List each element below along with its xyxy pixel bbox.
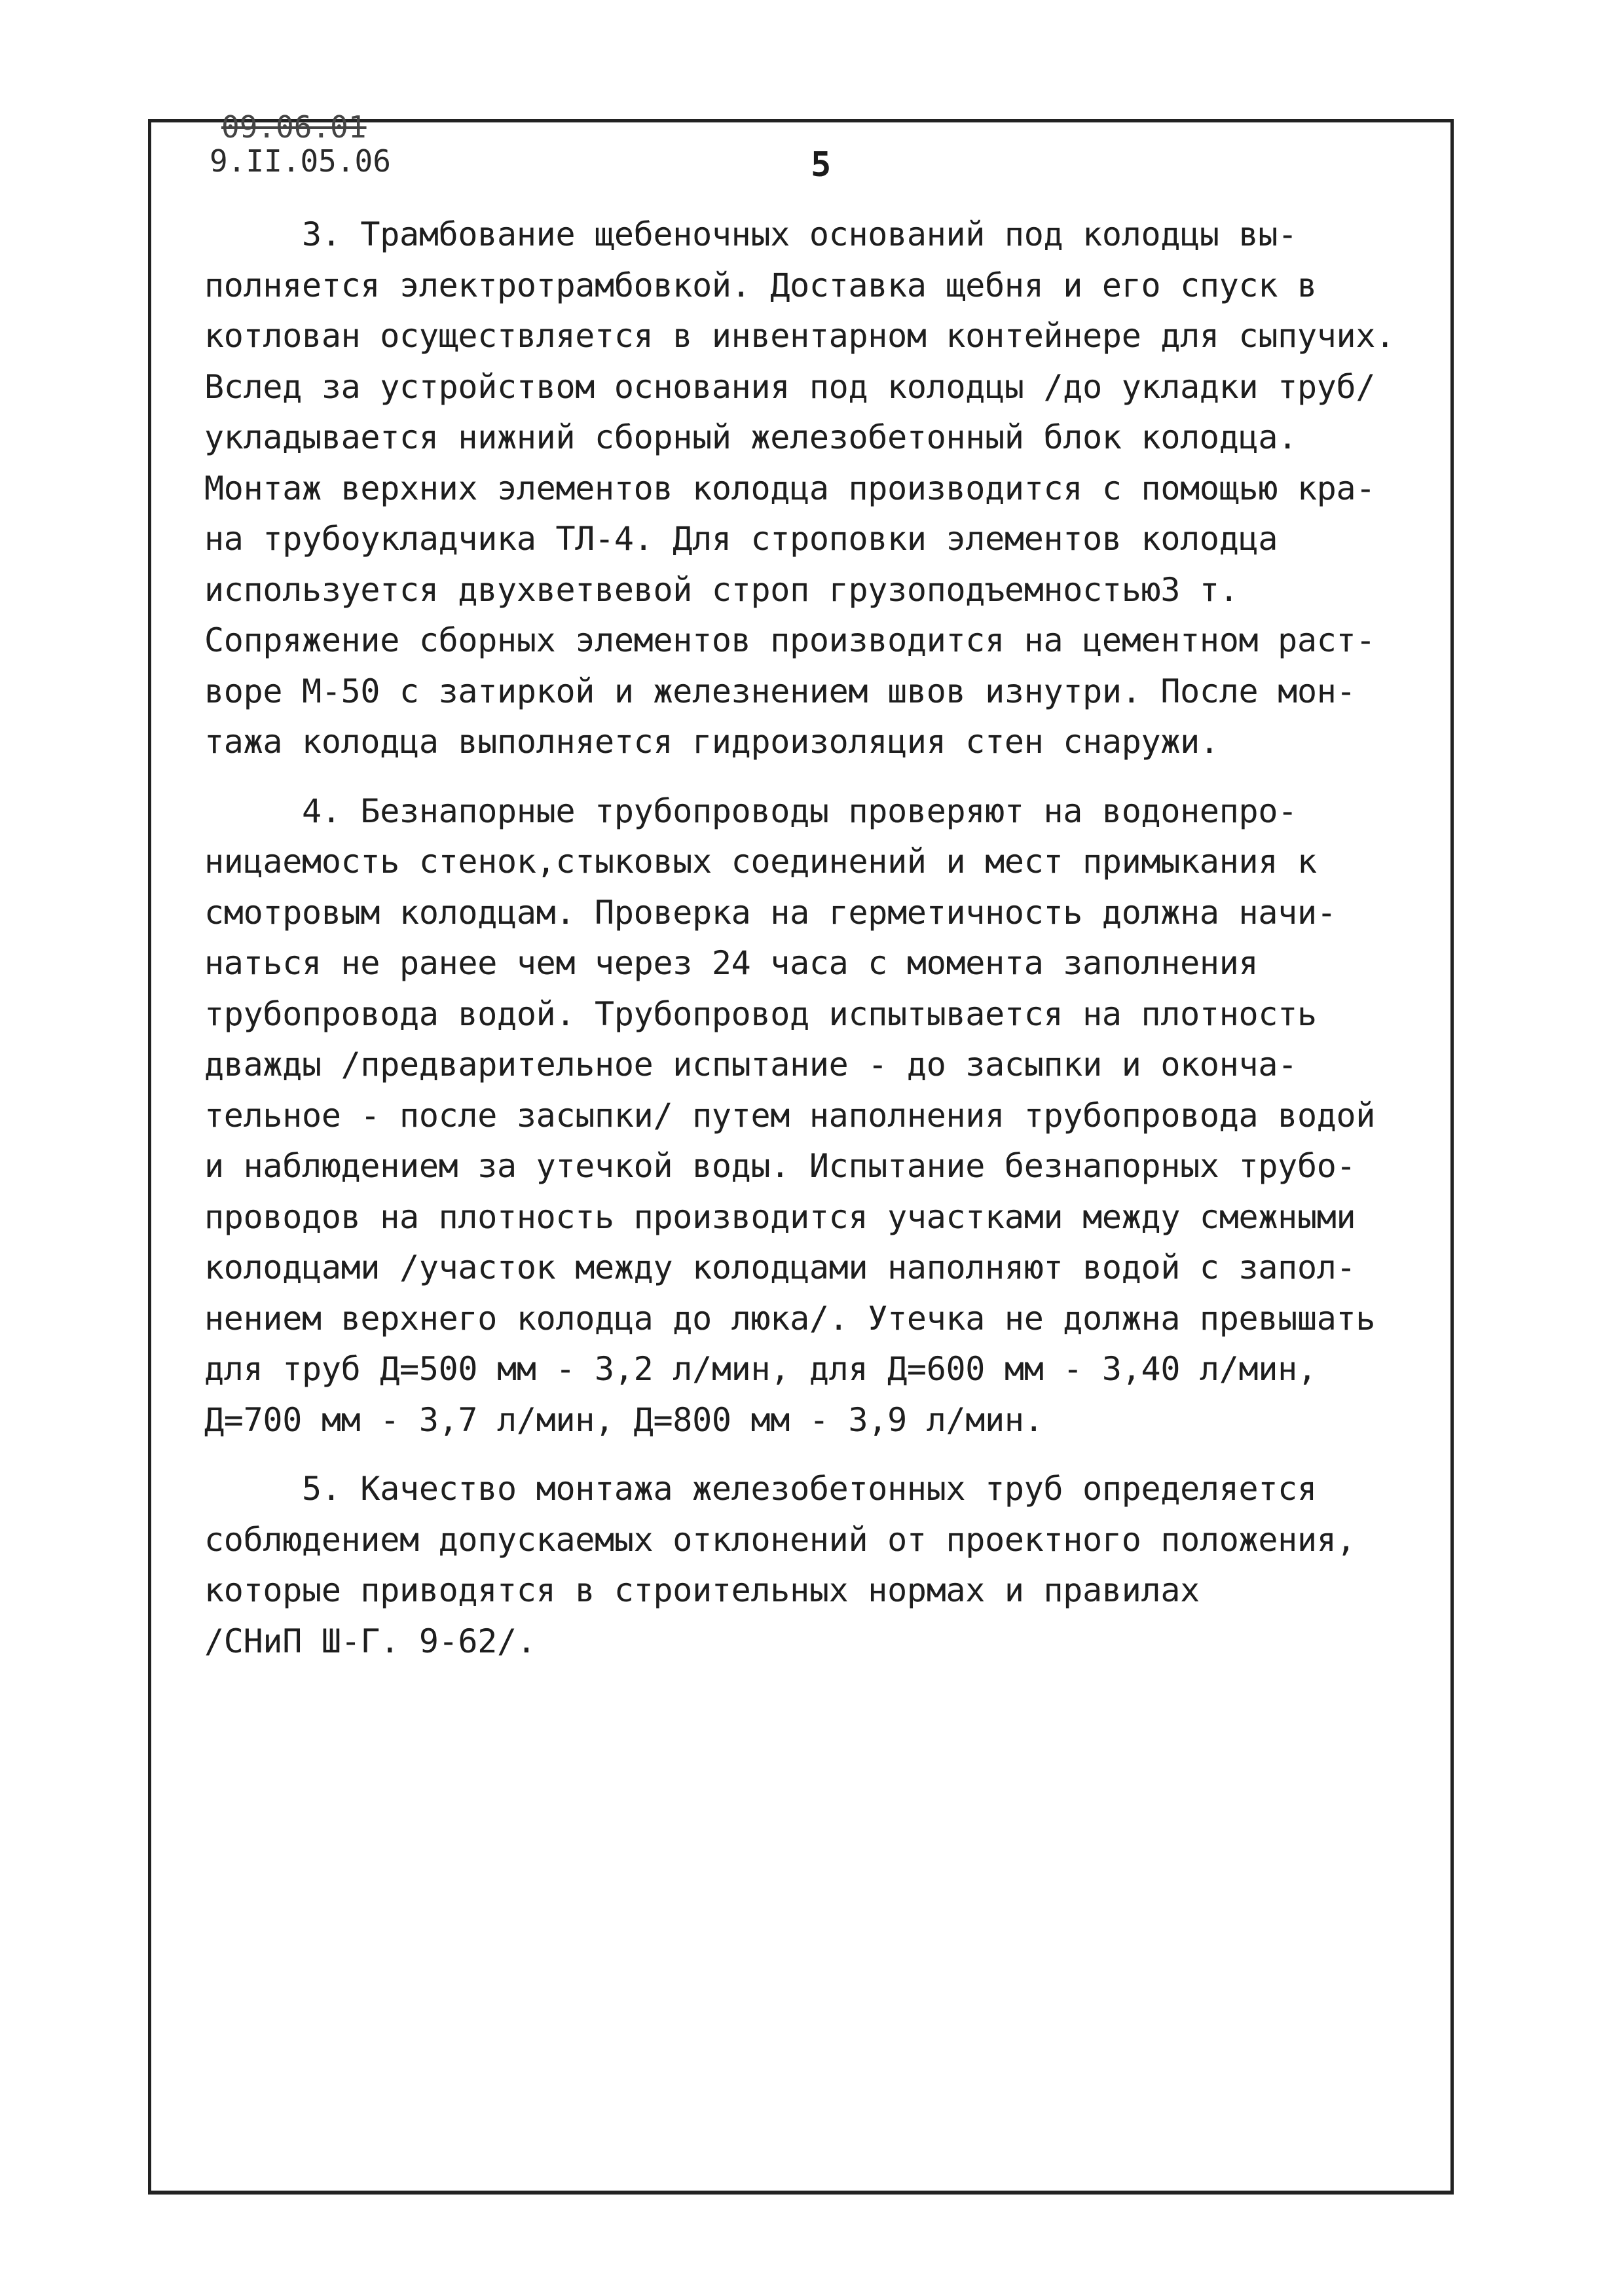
paragraph-5 (204, 1464, 1435, 1667)
text-line: Монтаж верхних элементов колодца производится с помощью кра- (204, 469, 1376, 507)
text-line: тажа колодца выполняется гидроизоляция стен снаружи. (204, 723, 1219, 761)
page-number: 5 (811, 145, 832, 185)
text-line: соблюдением допускаемых отклонений от проектного положения, (204, 1520, 1356, 1559)
text-line: колодцами /участок между колодцами наполняют водой с запол- (204, 1248, 1356, 1286)
text-line: смотровым колодцам. Проверка на герметичность должна начи- (204, 893, 1337, 932)
text-line: нением верхнего колодца до люка/. Утечка не должна превышать (204, 1299, 1376, 1338)
document-body (204, 210, 1435, 1667)
text-line: ницаемость стенок,стыковых соединений и мест примыкания к (204, 843, 1317, 881)
text-line: которые приводятся в строительных нормах и правилах (204, 1571, 1200, 1609)
text-line: воре М-50 с затиркой и железнением швов изнутри. После мон- (204, 672, 1356, 710)
text-line: трубопровода водой. Трубопровод испытывается на плотность (204, 994, 1317, 1033)
text-line: 3. Трамбование щебеночных оснований под колодцы вы- (204, 215, 1297, 253)
text-line: 4. Безнапорные трубопроводы проверяют на водонепро- (204, 792, 1297, 830)
text-line: Сопряжение сборных элементов производится на цементном раст- (204, 621, 1376, 659)
text-line: укладывается нижний сборный железобетонный блок колодца. (204, 418, 1297, 456)
text-line: для труб Д=500 мм - 3,2 л/мин, для Д=600 мм - 3,40 л/мин, (204, 1350, 1317, 1388)
document-code: 9.II.05.06 (210, 143, 391, 179)
document-code-old: 09.06.01 (221, 109, 367, 145)
text-line: дважды /предварительное испытание - до засыпки и оконча- (204, 1046, 1297, 1084)
paragraph-4 (204, 786, 1435, 1446)
document-code-block (210, 110, 391, 178)
text-line: проводов на плотность производится участками между смежными (204, 1197, 1356, 1236)
text-line: 5. Качество монтажа железобетонных труб определяется (204, 1470, 1317, 1508)
text-line: котлован осуществляется в инвентарном контейнере для сыпучих. (204, 317, 1395, 355)
text-line: на трубоукладчика ТЛ-4. Для строповки элементов колодца (204, 520, 1278, 558)
text-line: и наблюдением за утечкой воды. Испытание безнапорных трубо- (204, 1147, 1356, 1185)
text-line: тельное - после засыпки/ путем наполнения трубопровода водой (204, 1096, 1376, 1135)
text-line: Д=700 мм - 3,7 л/мин, Д=800 мм - 3,9 л/мин. (204, 1400, 1044, 1439)
text-line: /СНиП Ш-Г. 9-62/. (204, 1622, 536, 1660)
text-line: Вслед за устройством основания под колодцы /до укладки труб/ (204, 367, 1376, 406)
text-line: полняется электротрамбовкой. Доставка щебня и его спуск в (204, 266, 1317, 304)
text-line: используется двухветвевой строп грузоподъемностью3 т. (204, 570, 1239, 609)
text-line: наться не ранее чем через 24 часа с момента заполнения (204, 944, 1259, 982)
paragraph-3 (204, 210, 1435, 768)
